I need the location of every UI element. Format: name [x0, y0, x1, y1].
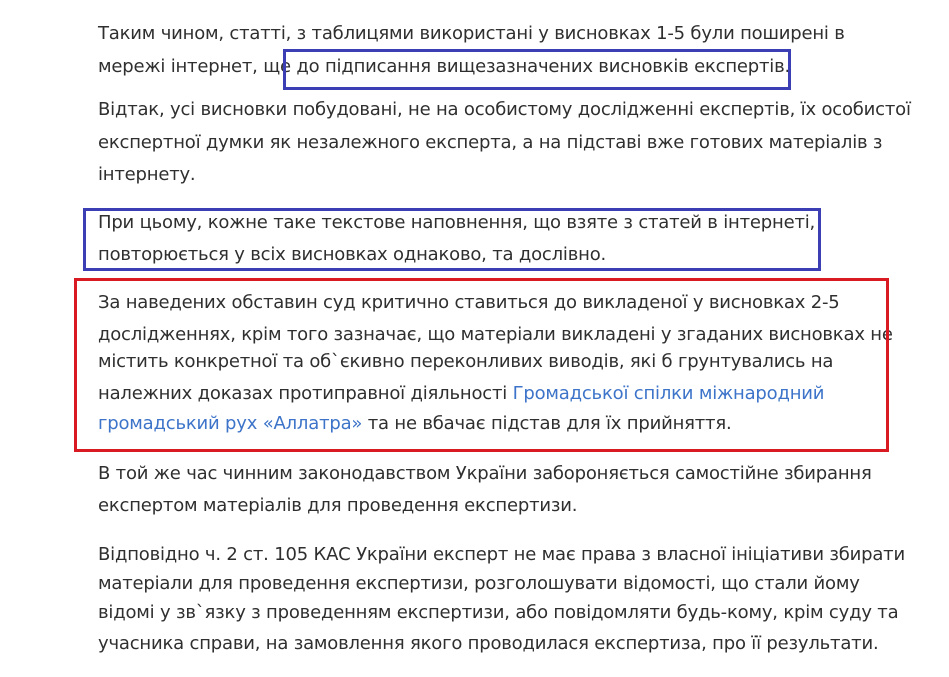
highlight-box-blue	[283, 49, 791, 90]
text-span: та не вбачає підстав для їх прийняття.	[362, 413, 732, 434]
text-span-highlighted: до підписання вищезазначених висновків експертів.	[296, 56, 791, 77]
text-span: мережі інтернет, ще	[98, 56, 297, 77]
organization-link[interactable]: громадський рух «Аллатра»	[98, 413, 363, 434]
text-line: інтернету.	[98, 164, 196, 185]
highlight-box-red	[74, 278, 889, 452]
text-line: матеріали для проведення експертизи, розголошувати відомості, що стали йому	[98, 573, 860, 594]
organization-link[interactable]: Громадської спілки міжнародний	[512, 383, 825, 404]
text-line: експертної думки як незалежного експерта, а на підставі вже готових матеріалів з	[98, 132, 883, 153]
text-line: учасника справи, на замовлення якого проводилася експертиза, про її результати.	[98, 633, 879, 654]
text-line: повторюється у всіх висновках однаково, та дослівно.	[98, 244, 607, 265]
text-line: Відтак, усі висновки побудовані, не на особистому дослідженні експертів, їх особистої	[98, 99, 911, 120]
text-line: експертом матеріалів для проведення експертизи.	[98, 495, 578, 516]
highlight-box-blue	[83, 208, 821, 271]
text-line: За наведених обставин суд критично ставиться до викладеної у висновках 2-5	[98, 292, 840, 313]
text-line: Відповідно ч. 2 ст. 105 КАС України експерт не має права з власної ініціативи збирати	[98, 544, 905, 565]
text-line: В той же час чинним законодавством України забороняється самостійне збирання	[98, 463, 872, 484]
text-line: При цьому, кожне таке текстове наповнення, що взяте з статей в інтернеті,	[98, 212, 816, 233]
text-line: відомі у зв`язку з проведенням експертизи, або повідомляти будь-кому, крім суду та	[98, 602, 899, 623]
text-span: належних доказах протиправної діяльності	[98, 383, 513, 404]
text-line: дослідженнях, крім того зазначає, що матеріали викладені у згаданих висновках не	[98, 324, 893, 345]
text-line: містить конкретної та об`єкивно переконливих виводів, які б грунтувались на	[98, 351, 834, 372]
text-line: Таким чином, статті, з таблицями використані у висновках 1-5 були поширені в	[98, 23, 845, 44]
